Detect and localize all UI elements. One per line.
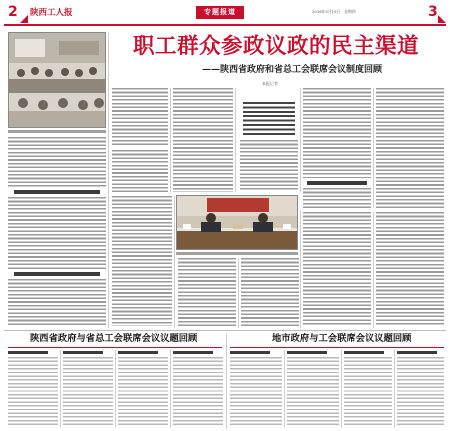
column-divider [226, 333, 227, 429]
section-title-provincial-review: 陕西省政府与省总工会联席会议议题回顾 [30, 333, 198, 344]
header-rule [4, 24, 446, 26]
section-title-municipal-review: 地市政府与工会联席会议议题回顾 [272, 333, 412, 344]
topic-heading [8, 351, 48, 354]
article-subhead [14, 190, 100, 194]
column-divider [373, 212, 374, 328]
article-text-block [240, 140, 298, 192]
article-text-block [376, 88, 444, 208]
column-divider [284, 350, 285, 428]
topic-heading [63, 351, 103, 354]
sub-headline: ——陕西省政府和省总工会联席会议制度回顾 [201, 65, 382, 75]
column-divider [108, 32, 109, 328]
topic-text-block [230, 357, 282, 425]
column-divider [238, 258, 239, 328]
article-text-block [8, 197, 106, 269]
column-divider [373, 88, 374, 208]
topic-text-block [118, 357, 168, 425]
topic-text-block [173, 357, 223, 425]
column-divider [115, 350, 116, 428]
section-title-rule [8, 347, 222, 348]
topic-text-block [344, 357, 392, 425]
meeting-photo [176, 195, 298, 250]
column-divider [235, 88, 236, 192]
section-title-rule [230, 347, 444, 348]
column-divider [170, 350, 171, 428]
paper-name: 陕西工人报 [30, 8, 73, 18]
article-text-block [8, 279, 106, 326]
byline: 本报记者 [262, 81, 278, 86]
date-line: 2016年5月19日 星期四 [312, 9, 356, 14]
article-text-block [8, 137, 106, 187]
topic-text-block [287, 357, 339, 425]
topic-heading [397, 351, 437, 354]
photo-caption [176, 252, 298, 255]
article-text-block [303, 212, 371, 326]
article-text-block [173, 88, 233, 192]
column-divider [300, 210, 301, 328]
article-text-block [303, 88, 371, 178]
article-subhead [14, 272, 100, 276]
article-text-block [178, 258, 236, 326]
right-page-number: 3 [428, 4, 438, 20]
topic-heading [344, 351, 384, 354]
topic-heading [118, 351, 158, 354]
article-text-block [112, 196, 172, 326]
article-text-block [376, 212, 444, 326]
article-text-block [112, 150, 168, 192]
column-divider [170, 88, 171, 192]
topic-heading [230, 351, 270, 354]
column-divider [341, 350, 342, 428]
article-subhead [307, 181, 367, 185]
topic-text-block [397, 357, 444, 425]
main-headline: 职工群众参政议政的民主渠道 [132, 34, 419, 59]
pull-quote [243, 102, 295, 136]
page-number-decoration [438, 8, 446, 16]
section-divider [4, 330, 446, 331]
column-divider [60, 350, 61, 428]
archive-photo [8, 32, 106, 128]
topic-text-block [8, 357, 58, 425]
article-text-block [112, 88, 168, 146]
topic-heading [287, 351, 327, 354]
section-tag: 专题报道 [196, 6, 244, 19]
article-text-block [241, 258, 299, 326]
article-text-block [303, 188, 371, 208]
topic-heading [173, 351, 213, 354]
photo-caption [8, 130, 106, 133]
left-page-number: 2 [8, 4, 18, 20]
column-divider [394, 350, 395, 428]
column-divider [174, 196, 175, 328]
column-divider [300, 88, 301, 192]
page-number-decoration [20, 8, 28, 16]
topic-text-block [63, 357, 113, 425]
